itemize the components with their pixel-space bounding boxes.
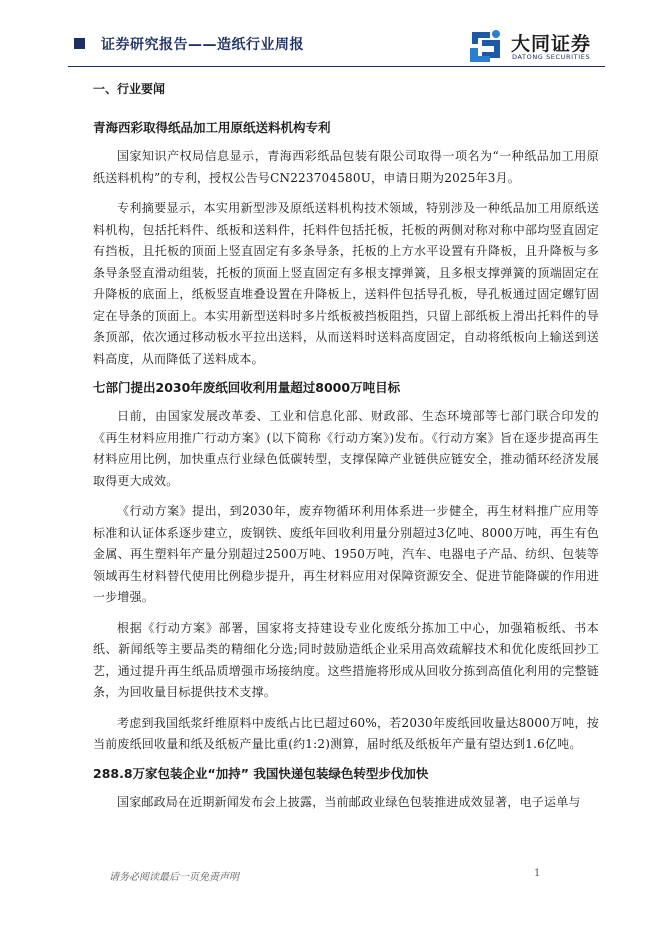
logo-emblem-icon — [466, 26, 506, 64]
article-title: 七部门提出2030年废纸回收利用量超过8000万吨目标 — [93, 380, 401, 395]
footer-disclaimer: 请务必阅读最后一页免责声明 — [109, 872, 239, 883]
header-marker — [74, 38, 85, 49]
article-paragraph: 国家知识产权局信息显示，青海西彩纸品包装有限公司取得一项名为“一种纸品加工用原纸送料机构”的专利，授权公告号CN223704580U，申请日期为2025年3月。 — [93, 149, 599, 185]
article-title: 青海西彩取得纸品加工用原纸送料机构专利 — [93, 120, 331, 135]
article-paragraph: 专利摘要显示，本实用新型涉及原纸送料机构技术领域，特别涉及一种纸品加工用原纸送料机构，包括托料件、纸板和送料件，托料件包括托板，托板的两侧对称对称中部均竖直固定有挡板，且托板的顶面上竖直固定有多条导条，托板的上方水平设置有升降板，且升降板与多条导条竖直滑动组装，托板的顶面上竖直固定有多根支撑弹簧，且多根支撑弹簧的顶端固定在升降板的底面上，纸板竖直堆叠设置在升降板上，送料件包括导孔板，导孔板通过固定螺钉固定在导条的顶面上。本实用新型送料时多片纸板被挡板阻挡，只留上部纸板上滑出托料件的导条顶部，依次通过移动板水平拉出送料，从而送料时送料高度固定，自动将纸板向上输送到送料高度，从而降低了送料成本。 — [93, 201, 599, 366]
article-paragraph: 国家邮政局在近期新闻发布会上披露，当前邮政业绿色包装推进成效显著，电子运单与 — [117, 794, 581, 809]
logo-chinese-name: 大同证券 — [511, 33, 592, 55]
page-number: 1 — [534, 868, 541, 879]
article-paragraph: 《行动方案》提出，到2030年，废弃物循环利用体系进一步健全，再生材料推广应用等标准和认证体系逐步建立，废钢铁、废纸年回收利用量分别超过3亿吨、8000万吨，再生有色金属、再生塑料年产量分别超过2500万吨、1950万吨，汽车、电器电子产品、纺织、包装等领域再生材料替代使用比例稳步提升，再生材料应用对保障资源安全、促进节能降碳的作用进一步增强。 — [93, 504, 599, 604]
article-green-packaging — [93, 765, 599, 814]
article-paragraph: 根据《行动方案》部署，国家将支持建设专业化废纸分拣加工中心，加强箱板纸、书本纸、新闻纸等主要品类的精细化分选;同时鼓励造纸企业采用高效疏解技术和优化废纸回抄工艺，通过提升再生纸品质增强市场接纳度。这些措施将形成从回收分拣到高值化利用的完整链条，为回收量目标提供技术支撑。 — [93, 620, 599, 699]
section-title: 一、行业要闻 — [93, 82, 166, 96]
article-paragraph: 日前，由国家发展改革委、工业和信息化部、财政部、生态环境部等七部门联合印发的《再生材料应用推广行动方案》(以下简称《行动方案》)发布。《行动方案》旨在逐步提高再生材料应用比例，加快重点行业绿色低碳转型，支撑保障产业链供应链安全，推动循环经济发展取得更大成效。 — [93, 409, 599, 488]
article-recycling-target — [93, 379, 599, 756]
report-header-title: 证券研究报告——造纸行业周报 — [101, 37, 304, 53]
article-paragraph: 考虑到我国纸浆纤维原料中废纸占比已超过60%，若2030年废纸回收量达8000万吨，按当前废纸回收量和纸及纸板产量比重(约1:2)测算，届时纸及纸板年产量有望达到1.6亿吨。 — [93, 715, 599, 751]
logo-english-name: DATONG SECURITIES — [512, 53, 591, 61]
article-title: 288.8万家包装企业“加持” 我国快递包装绿色转型步伐加快 — [93, 765, 429, 781]
article-patent — [93, 119, 599, 370]
company-logo — [466, 26, 606, 66]
header-divider — [68, 66, 605, 67]
report-body — [93, 80, 599, 822]
